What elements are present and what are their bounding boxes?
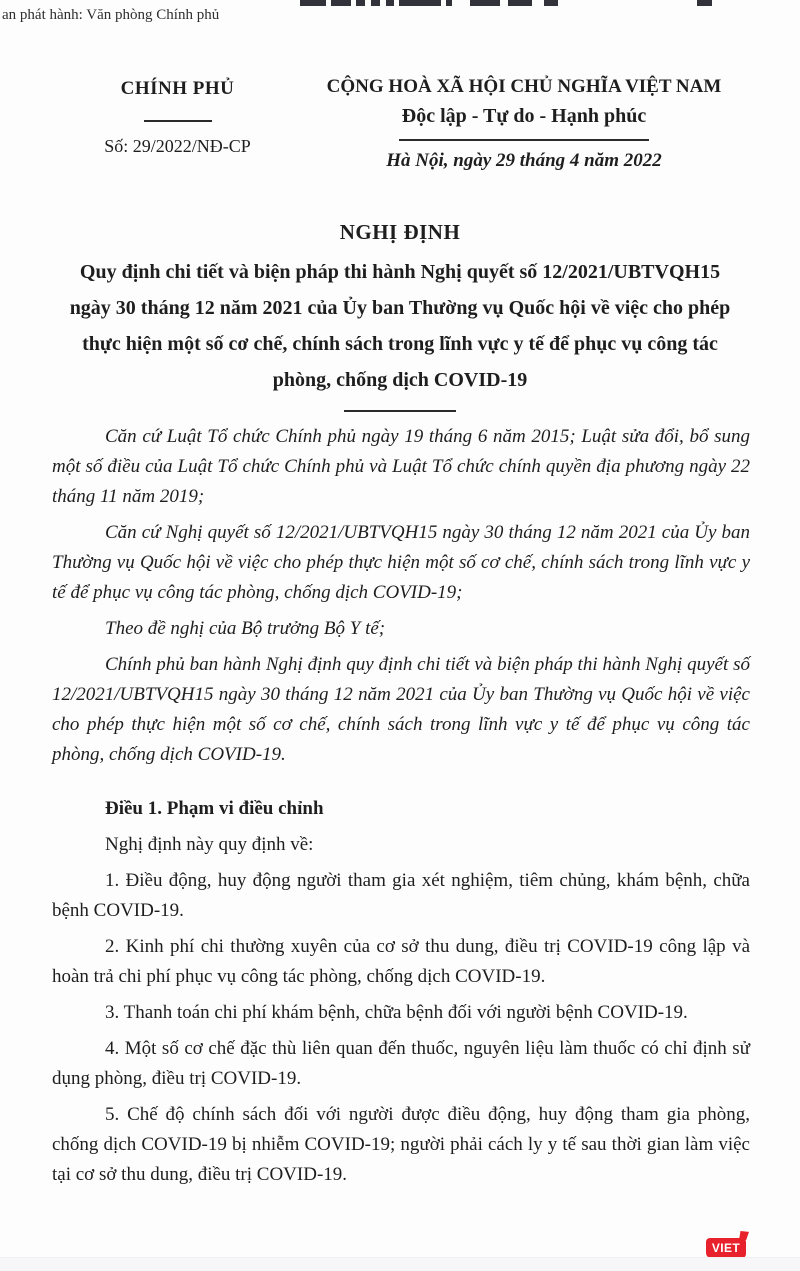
preamble-paragraph: Chính phủ ban hành Nghị định quy định chi tiết và biện pháp thi hành Nghị quyết số 12/2021/UBTVQH15 ngày 30 tháng 12 năm 2021 của Ủy ban Thường vụ Quốc hội về việc cho phép thực hiện một số cơ chế, chính sách trong lĩnh vực y tế để phục vụ công tác phòng, chống dịch COVID-19. xyxy=(52,654,750,765)
preamble-paragraph: Căn cứ Nghị quyết số 12/2021/UBTVQH15 ngày 30 tháng 12 năm 2021 của Ủy ban Thường vụ Quốc hội về việc cho phép thực hiện một số cơ chế, chính sách trong lĩnh vực y tế để phục vụ công tác phòng, chống dịch COVID-19; xyxy=(52,522,750,603)
document-subject xyxy=(50,254,750,398)
org-name: CHÍNH PHỦ xyxy=(120,78,235,99)
motto-underline xyxy=(399,139,649,141)
viet-watermark-label: VIET xyxy=(711,1241,741,1255)
scan-artifact-mark xyxy=(508,0,532,6)
scan-artifact-mark xyxy=(386,0,394,6)
article-1-item: 2. Kinh phí chi thường xuyên của cơ sở thu dung, điều trị COVID-19 công lập và hoàn trả chi phí phục vụ công tác phòng, chống dịch COVID-19. xyxy=(52,936,750,987)
header-national-motto xyxy=(315,76,733,172)
article-1-item: 4. Một số cơ chế đặc thù liên quan đến thuốc, nguyên liệu làm thuốc có chỉ định sử dụng phòng, điều trị COVID-19. xyxy=(52,1038,750,1089)
preamble-paragraph: Theo đề nghị của Bộ trưởng Bộ Y tế; xyxy=(105,618,386,639)
article-1-item: 1. Điều động, huy động người tham gia xét nghiệm, tiêm chủng, khám bệnh, chữa bệnh COVID-19. xyxy=(52,870,750,921)
document-body xyxy=(52,422,750,1196)
article-1-item: 3. Thanh toán chi phí khám bệnh, chữa bệnh đối với người bệnh COVID-19. xyxy=(105,1002,688,1023)
scan-artifact-mark xyxy=(399,0,441,6)
national-motto: Độc lập - Tự do - Hạnh phúc xyxy=(401,105,647,127)
viet-watermark xyxy=(706,1238,746,1258)
article-1-intro: Nghị định này quy định về: xyxy=(105,834,314,855)
scan-artifact-mark xyxy=(544,0,558,6)
subject-line: ngày 30 tháng 12 năm 2021 của Ủy ban Thường vụ Quốc hội về việc cho phép xyxy=(69,297,731,319)
subject-line: thực hiện một số cơ chế, chính sách trong lĩnh vực y tế để phục vụ công tác xyxy=(82,333,718,355)
document-type-title: NGHỊ ĐỊNH xyxy=(339,220,461,244)
article-1-heading: Điều 1. Phạm vi điều chỉnh xyxy=(105,798,324,819)
subject-line: phòng, chống dịch COVID-19 xyxy=(272,369,528,391)
place-and-date: Hà Nội, ngày 29 tháng 4 năm 2022 xyxy=(386,150,662,171)
scan-artifact-mark xyxy=(446,0,452,6)
issuer-note: an phát hành: Văn phòng Chính phủ xyxy=(2,7,220,23)
scan-artifact-marks xyxy=(0,0,800,7)
document-number: Số: 29/2022/NĐ-CP xyxy=(104,136,251,156)
bottom-strip xyxy=(0,1257,800,1271)
subject-line: Quy định chi tiết và biện pháp thi hành Nghị quyết số 12/2021/UBTVQH15 xyxy=(79,261,721,283)
org-underline xyxy=(144,120,212,122)
scan-artifact-mark xyxy=(697,0,712,6)
header-issuing-org xyxy=(95,78,260,157)
country-name: CỘNG HOÀ XÃ HỘI CHỦ NGHĨA VIỆT NAM xyxy=(326,76,722,97)
scan-artifact-mark xyxy=(470,0,500,6)
document-title-block xyxy=(50,220,750,412)
preamble-paragraph: Căn cứ Luật Tổ chức Chính phủ ngày 19 tháng 6 năm 2015; Luật sửa đổi, bổ sung một số điều của Luật Tổ chức Chính phủ và Luật Tổ chức chính quyền địa phương ngày 22 tháng 11 năm 2019; xyxy=(52,426,750,507)
article-1-item: 5. Chế độ chính sách đối với người được điều động, huy động tham gia phòng, chống dịch COVID-19 bị nhiễm COVID-19; người phải cách ly y tế sau thời gian làm việc tại cơ sở thu dung, điều trị COVID-19. xyxy=(52,1104,750,1185)
scan-artifact-mark xyxy=(356,0,365,6)
scan-artifact-mark xyxy=(371,0,380,6)
title-divider xyxy=(344,410,456,412)
scan-artifact-mark xyxy=(300,0,326,6)
viet-flag-icon xyxy=(739,1231,749,1240)
scan-artifact-mark xyxy=(331,0,351,6)
